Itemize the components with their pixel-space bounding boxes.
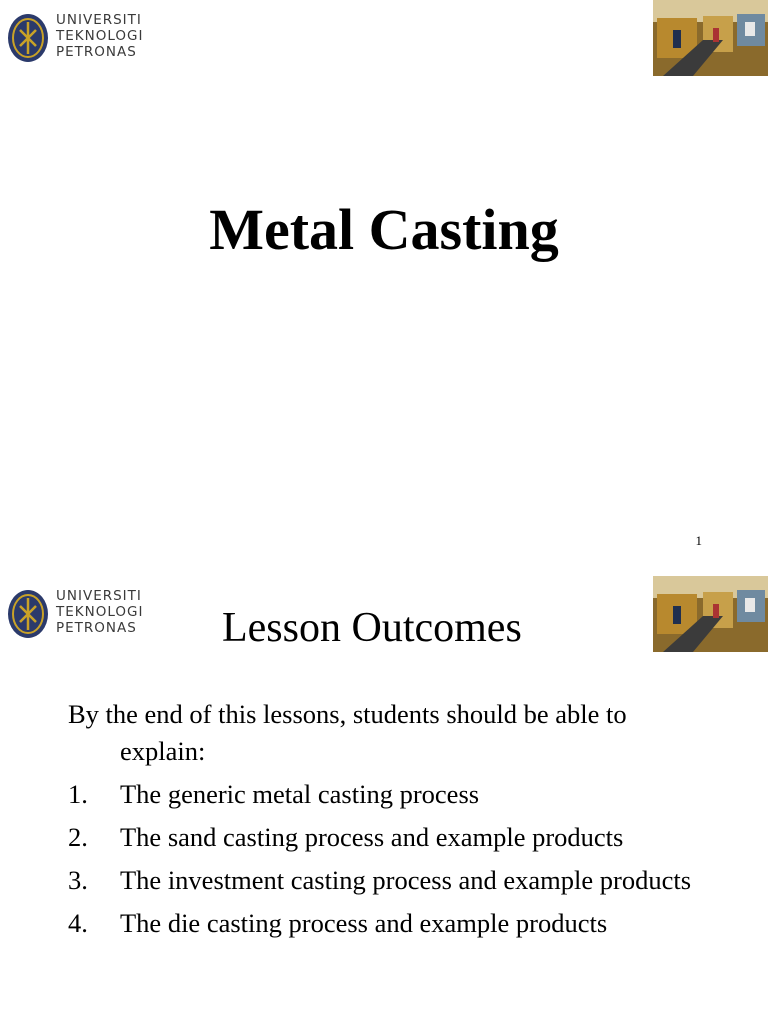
- intro-line: explain:: [120, 736, 206, 766]
- logo-line: PETRONAS: [56, 44, 137, 60]
- intro-text: [68, 696, 728, 770]
- page-number: 1: [695, 533, 702, 548]
- utp-crest-icon: [6, 12, 50, 64]
- university-name: [56, 12, 143, 60]
- list-number: 1.: [68, 779, 88, 809]
- logo-line: UNIVERSITI: [56, 588, 142, 604]
- slide-title-text: Metal Casting: [209, 197, 559, 262]
- intro-line: By the end of this lessons, students should be able to: [68, 699, 627, 729]
- slide-lesson-outcomes: [0, 568, 768, 1024]
- outcomes-list: [68, 696, 728, 942]
- logo-line: UNIVERSITI: [56, 12, 142, 28]
- list-text: The investment casting process and example products: [120, 865, 692, 895]
- list-text: The sand casting process and example products: [120, 822, 624, 852]
- logo-line: PETRONAS: [56, 620, 137, 636]
- factory-floor-photo: [653, 576, 768, 652]
- utp-crest-icon: [6, 588, 50, 640]
- list-number: 2.: [68, 822, 88, 852]
- university-name: [56, 588, 143, 636]
- list-number: 4.: [68, 908, 88, 938]
- list-item: [68, 776, 728, 813]
- list-item: [68, 862, 728, 899]
- list-text: The generic metal casting process: [120, 779, 480, 809]
- slide-title-text: Lesson Outcomes: [222, 605, 522, 651]
- logo-line: TEKNOLOGI: [56, 604, 144, 620]
- list-number: 3.: [68, 865, 88, 895]
- university-logo: [6, 584, 146, 640]
- university-logo: [6, 8, 146, 64]
- list-text: The die casting process and example products: [120, 908, 608, 938]
- logo-line: TEKNOLOGI: [56, 28, 144, 44]
- list-item: [68, 819, 728, 856]
- factory-floor-photo: [653, 0, 768, 76]
- list-item: [68, 905, 728, 942]
